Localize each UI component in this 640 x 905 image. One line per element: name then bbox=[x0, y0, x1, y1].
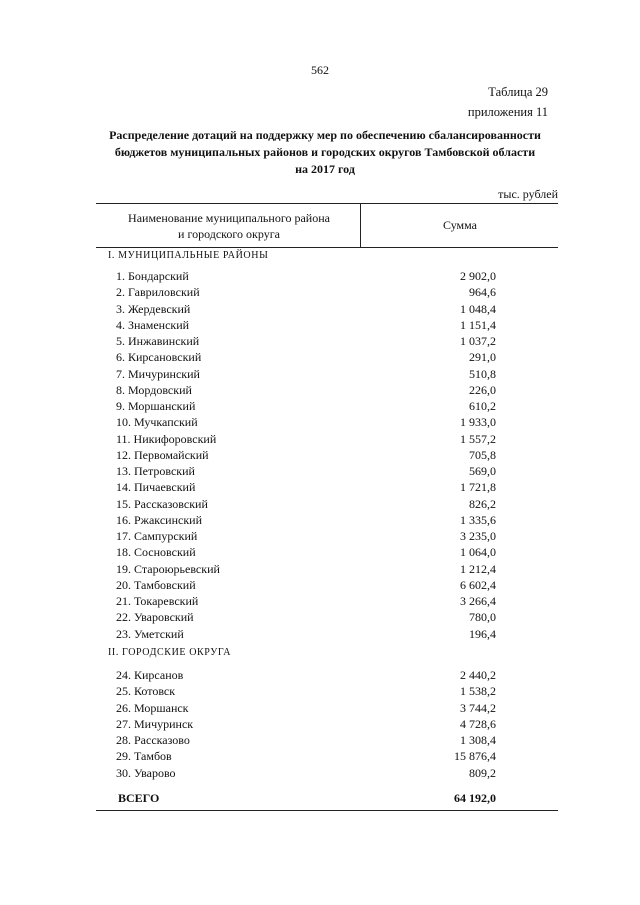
header-column-divider bbox=[360, 203, 361, 248]
table-row bbox=[0, 593, 640, 609]
subsidy-amount: 1 151,4 bbox=[460, 317, 496, 332]
municipality-name: 18. Сосновский bbox=[116, 545, 196, 560]
table-row bbox=[0, 398, 640, 414]
table-row bbox=[0, 732, 640, 748]
municipality-name: 17. Сампурский bbox=[116, 529, 198, 543]
municipality-name: 22. Уваровский bbox=[116, 610, 194, 625]
table-bottom-border bbox=[96, 810, 558, 811]
appendix-number: приложения 11 bbox=[467, 105, 548, 119]
table-row bbox=[0, 544, 640, 560]
subsidy-amount: 1 721,8 bbox=[460, 480, 496, 495]
subsidy-amount: 610,2 bbox=[469, 399, 496, 413]
municipality-name: 30. Уварово bbox=[116, 765, 176, 780]
subsidy-amount: 3 266,4 bbox=[460, 594, 496, 608]
municipality-name: 9. Моршанский bbox=[116, 399, 196, 413]
table-reference bbox=[468, 82, 548, 122]
table-row bbox=[0, 609, 640, 625]
table-row bbox=[0, 626, 640, 642]
table-row bbox=[0, 284, 640, 300]
total-value: 64 192,0 bbox=[454, 791, 496, 805]
subsidy-amount: 1 335,6 bbox=[460, 512, 496, 527]
table-row bbox=[0, 683, 640, 699]
table-row bbox=[0, 716, 640, 732]
subsidy-amount: 1 064,0 bbox=[460, 545, 496, 560]
municipality-name: 15. Рассказовский bbox=[116, 496, 208, 511]
subsidy-amount: 569,0 bbox=[469, 464, 496, 478]
municipality-name: 13. Петровский bbox=[116, 464, 195, 478]
municipality-name: 26. Моршанск bbox=[116, 700, 189, 715]
table-row bbox=[0, 317, 640, 333]
table-top-border bbox=[96, 203, 558, 204]
column-header-name bbox=[100, 210, 358, 242]
municipality-name: 11. Никифоровский bbox=[116, 431, 217, 446]
municipality-name: 1. Бондарский bbox=[116, 269, 189, 283]
table-row bbox=[0, 349, 640, 365]
municipality-name: 12. Первомайский bbox=[116, 447, 209, 462]
subsidy-amount: 3 744,2 bbox=[460, 700, 496, 715]
table-row bbox=[0, 496, 640, 512]
municipality-name: 16. Ржаксинский bbox=[116, 512, 202, 527]
subsidy-amount: 1 308,4 bbox=[460, 733, 496, 747]
municipality-name: 29. Тамбов bbox=[116, 749, 172, 764]
subsidy-amount: 705,8 bbox=[469, 447, 496, 462]
column-header-name-line: и городского округа bbox=[178, 227, 280, 241]
municipality-name: 24. Кирсанов bbox=[116, 668, 184, 682]
subsidy-amount: 1 037,2 bbox=[460, 334, 496, 348]
municipality-name: 28. Рассказово bbox=[116, 733, 190, 747]
table-row bbox=[0, 528, 640, 544]
table-row bbox=[0, 577, 640, 593]
subsidy-amount: 1 212,4 bbox=[460, 561, 496, 576]
subsidy-amount: 2 902,0 bbox=[460, 269, 496, 283]
subsidy-amount: 2 440,2 bbox=[460, 668, 496, 682]
section-title: II. ГОРОДСКИЕ ОКРУГА bbox=[108, 647, 232, 658]
municipality-name: 20. Тамбовский bbox=[116, 577, 196, 592]
subsidy-amount: 826,2 bbox=[469, 496, 496, 511]
table-row bbox=[0, 765, 640, 781]
table-row bbox=[0, 333, 640, 349]
subsidy-amount: 1 048,4 bbox=[460, 301, 496, 316]
page-number: 562 bbox=[311, 63, 329, 77]
subsidy-amount: 291,0 bbox=[469, 350, 496, 365]
document-title bbox=[90, 127, 560, 178]
subsidy-amount: 226,0 bbox=[469, 382, 496, 397]
table-number: Таблица 29 bbox=[488, 85, 548, 99]
municipality-name: 3. Жердевский bbox=[116, 301, 191, 316]
municipality-name: 23. Уметский bbox=[116, 626, 184, 641]
municipality-name: 19. Староюрьевский bbox=[116, 561, 220, 576]
total-label: ВСЕГО bbox=[118, 791, 160, 805]
header-bottom-border bbox=[96, 247, 558, 248]
subsidy-amount: 780,0 bbox=[469, 610, 496, 625]
municipality-name: 25. Котовск bbox=[116, 684, 176, 699]
table-row bbox=[0, 414, 640, 430]
table-row bbox=[0, 748, 640, 764]
table-row bbox=[0, 268, 640, 284]
table-row bbox=[0, 447, 640, 463]
table-row bbox=[0, 512, 640, 528]
column-header-name-line: Наименование муниципального района bbox=[128, 211, 330, 225]
municipality-name: 6. Кирсановский bbox=[116, 350, 202, 365]
municipality-name: 21. Токаревский bbox=[116, 594, 199, 608]
table-row bbox=[0, 431, 640, 447]
municipality-name: 7. Мичуринский bbox=[116, 366, 200, 381]
table-row bbox=[0, 301, 640, 317]
municipality-name: 14. Пичаевский bbox=[116, 480, 196, 495]
subsidy-amount: 196,4 bbox=[469, 626, 496, 641]
subsidy-amount: 4 728,6 bbox=[460, 716, 496, 731]
subsidy-amount: 3 235,0 bbox=[460, 529, 496, 543]
title-line: Распределение дотаций на поддержку мер по обеспечению сбалансированности bbox=[109, 128, 541, 142]
subsidy-amount: 809,2 bbox=[469, 765, 496, 780]
table-row bbox=[0, 561, 640, 577]
subsidy-amount: 1 538,2 bbox=[460, 684, 496, 699]
column-header-sum: Сумма bbox=[443, 218, 477, 232]
municipality-name: 10. Мучкапский bbox=[116, 415, 198, 430]
subsidy-amount: 1 933,0 bbox=[460, 415, 496, 430]
table-row bbox=[0, 700, 640, 716]
title-line: на 2017 год bbox=[295, 162, 355, 176]
subsidy-amount: 510,8 bbox=[469, 366, 496, 381]
table-row bbox=[0, 667, 640, 683]
units-label: тыс. рублей bbox=[498, 187, 558, 201]
subsidy-amount: 964,6 bbox=[469, 285, 496, 300]
table-row bbox=[0, 382, 640, 398]
municipality-name: 27. Мичуринск bbox=[116, 716, 194, 731]
table-row bbox=[0, 463, 640, 479]
subsidy-amount: 6 602,4 bbox=[460, 577, 496, 592]
table-row bbox=[0, 479, 640, 495]
municipality-name: 4. Знаменский bbox=[116, 317, 190, 332]
municipality-name: 8. Мордовский bbox=[116, 382, 192, 397]
table-row bbox=[0, 366, 640, 382]
subsidy-amount: 1 557,2 bbox=[460, 431, 496, 446]
subsidy-amount: 15 876,4 bbox=[454, 749, 496, 764]
title-line: бюджетов муниципальных районов и городских округов Тамбовской области bbox=[114, 145, 536, 159]
municipality-name: 2. Гавриловский bbox=[116, 285, 200, 300]
section-title: I. МУНИЦИПАЛЬНЫЕ РАЙОНЫ bbox=[108, 250, 269, 261]
municipality-name: 5. Инжавинский bbox=[116, 334, 200, 348]
